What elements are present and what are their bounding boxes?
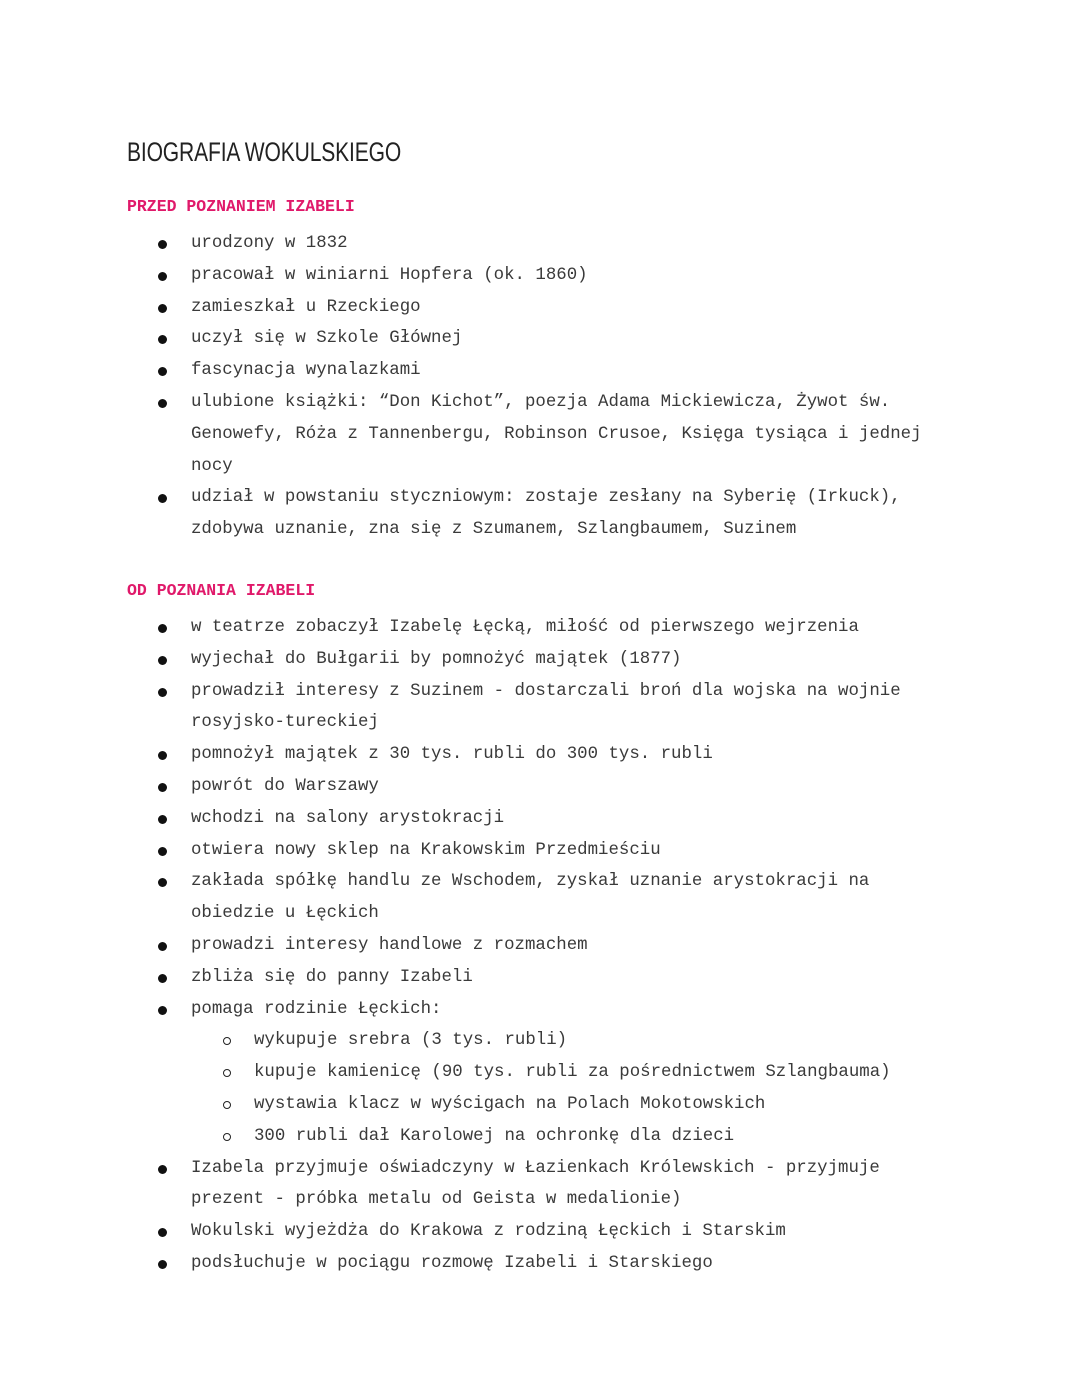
- list-item-text: Izabela przyjmuje oświadczyny w Łazienkach Królewskich - przyjmuje prezent - próbka metalu od Geista w medalionie): [191, 1158, 880, 1210]
- circle-bullet-icon: [223, 1133, 231, 1141]
- bullet-icon: [158, 878, 167, 887]
- list-item: [0, 994, 951, 1153]
- sub-list-item: [0, 1121, 954, 1153]
- list-item-text: otwiera nowy sklep na Krakowskim Przedmieściu: [191, 840, 661, 860]
- bullet-icon: [158, 1228, 167, 1237]
- circle-bullet-icon: [223, 1101, 231, 1109]
- bullet-icon: [158, 783, 167, 792]
- bullet-icon: [158, 367, 167, 376]
- circle-bullet-icon: [223, 1069, 231, 1077]
- list-item: [0, 771, 951, 803]
- bullet-icon: [158, 494, 167, 503]
- bullet-icon: [158, 240, 167, 249]
- section-heading-before: PRZED POZNANIEM IZABELI: [127, 197, 355, 216]
- bullet-list-before: [0, 228, 1080, 546]
- sub-list-item-text: kupuje kamienicę (90 tys. rubli za pośrednictwem Szlangbauma): [254, 1063, 891, 1083]
- bullet-icon: [158, 751, 167, 760]
- list-item: [0, 835, 951, 867]
- list-item-text: pomaga rodzinie Łęckich:: [191, 999, 442, 1019]
- list-item-text: udział w powstaniu styczniowym: zostaje zesłany na Syberię (Irkuck), zdobywa uznanie, zna się z Szumanem, Szlangbaumem, Suzinem: [191, 488, 901, 540]
- bullet-icon: [158, 399, 167, 408]
- list-item: [0, 1216, 951, 1248]
- list-item-text: zakłada spółkę handlu ze Wschodem, zyskał uznanie arystokracji na obiedzie u Łęckich: [191, 872, 870, 924]
- list-item: [0, 644, 951, 676]
- list-item: [0, 962, 951, 994]
- list-item: [0, 260, 951, 292]
- list-item-text: wyjechał do Bułgarii by pomnożyć majątek (1877): [191, 649, 682, 669]
- list-item-text: prowadzi interesy handlowe z rozmachem: [191, 935, 588, 955]
- list-item: [0, 292, 951, 324]
- list-item-text: w teatrze zobaczył Izabelę Łęcką, miłość od pierwszego wejrzenia: [191, 618, 859, 637]
- sub-list-item: [0, 1057, 954, 1089]
- circle-bullet-icon: [223, 1037, 231, 1045]
- list-item-text: wchodzi na salony arystokracji: [191, 808, 505, 828]
- list-item-text: podsłuchuje w pociągu rozmowę Izabeli i Starskiego: [191, 1253, 713, 1273]
- list-item: [0, 1153, 951, 1217]
- list-item: [0, 866, 951, 930]
- list-item-text: powrót do Warszawy: [191, 776, 379, 796]
- list-item-text: ulubione książki: “Don Kichot”, poezja Adama Mickiewicza, Żywot św. Genowefy, Róża z Tannenbergu, Robinson Crusoe, Księga tysiąca i jednej nocy: [191, 392, 922, 476]
- list-item: [0, 323, 951, 355]
- bullet-icon: [158, 1165, 167, 1174]
- list-item: [0, 228, 951, 260]
- list-item-text: fascynacja wynalazkami: [191, 361, 421, 381]
- list-item: [0, 387, 951, 482]
- list-item: [0, 930, 951, 962]
- sub-list-item-text: wystawia klacz w wyścigach na Polach Mokotowskich: [254, 1094, 766, 1114]
- bullet-icon: [158, 1006, 167, 1015]
- list-item-text: pracował w winiarni Hopfera (ok. 1860): [191, 265, 588, 285]
- list-item: [0, 612, 951, 644]
- bullet-icon: [158, 624, 167, 633]
- list-item-text: prowadził interesy z Suzinem - dostarczali broń dla wojska na wojnie rosyjsko-tureckiej: [191, 681, 901, 733]
- list-item: [0, 355, 951, 387]
- bullet-list-after: [0, 612, 1080, 1280]
- list-item-text: Wokulski wyjeżdża do Krakowa z rodziną Łęckich i Starskim: [191, 1222, 786, 1242]
- list-item: [0, 803, 951, 835]
- list-item: [0, 739, 951, 771]
- sub-list: [0, 1025, 951, 1152]
- bullet-icon: [158, 847, 167, 856]
- list-item-text: zbliża się do panny Izabeli: [191, 967, 473, 987]
- list-item-text: pomnożył majątek z 30 tys. rubli do 300 tys. rubli: [191, 745, 713, 765]
- sub-list-item: [0, 1089, 954, 1121]
- bullet-icon: [158, 304, 167, 313]
- bullet-icon: [158, 1260, 167, 1269]
- list-item: [0, 482, 951, 546]
- bullet-icon: [158, 688, 167, 697]
- section-heading-after: OD POZNANIA IZABELI: [127, 581, 316, 600]
- bullet-icon: [158, 272, 167, 281]
- list-item: [0, 1248, 951, 1280]
- bullet-icon: [158, 335, 167, 344]
- bullet-icon: [158, 815, 167, 824]
- sub-list-item: [0, 1025, 954, 1057]
- list-item-text: uczył się w Szkole Głównej: [191, 329, 463, 349]
- sub-list-item-text: wykupuje srebra (3 tys. rubli): [254, 1031, 568, 1051]
- sub-list-item-text: 300 rubli dał Karolowej na ochronkę dla dzieci: [254, 1126, 735, 1146]
- list-item-text: urodzony w 1832: [191, 234, 348, 253]
- bullet-icon: [158, 942, 167, 951]
- list-item: [0, 676, 951, 740]
- bullet-icon: [158, 974, 167, 983]
- page-title: BIOGRAFIA WOKULSKIEGO: [127, 137, 402, 167]
- bullet-icon: [158, 656, 167, 665]
- list-item-text: zamieszkał u Rzeckiego: [191, 297, 421, 317]
